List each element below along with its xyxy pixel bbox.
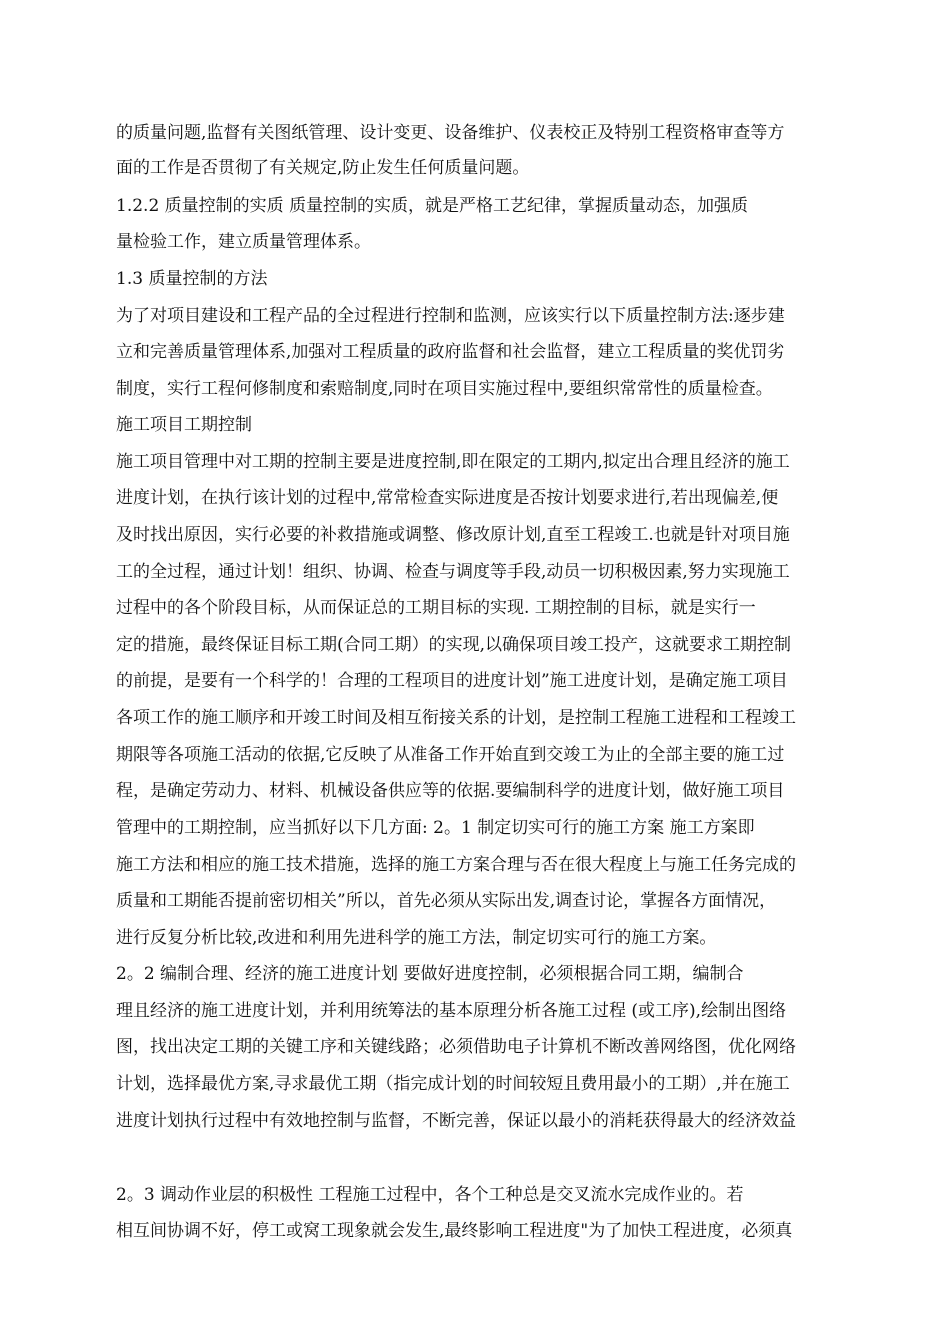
section-heading-2-2: 2。2 编制合理、经济的施工进度计划 要做好进度控制，必须根据合同工期，编制合 — [116, 964, 744, 984]
text-line: 过程中的各个阶段目标，从而保证总的工期目标的实现. 工期控制的目标，就是实行一 — [116, 598, 756, 618]
text-line: 施工项目管理中对工期的控制主要是进度控制,即在限定的工期内,拟定出合理且经济的施工 — [116, 452, 790, 472]
text-line: 施工方法和相应的施工技术措施，选择的施工方案合理与否在很大程度上与施工任务完成的 — [116, 855, 796, 875]
text-line: 定的措施，最终保证目标工期(合同工期）的实现,以确保项目竣工投产，这就要求工期控制 — [116, 635, 792, 655]
text-line: 计划，选择最优方案,寻求最优工期（指完成计划的时间较短且费用最小的工期）,并在施工 — [116, 1074, 790, 1094]
text-line: 质量和工期能否提前密切相关”所以，首先必须从实际出发,调查讨论，掌握各方面情况， — [116, 891, 777, 911]
text-line: 相互间协调不好，停工或窝工现象就会发生,最终影响工程进度"为了加快工程进度，必须真 — [116, 1221, 793, 1241]
section-heading-1-2-2: 1.2.2 质量控制的实质 质量控制的实质，就是严格工艺纪律，掌握质量动态，加强质 — [116, 196, 749, 216]
text-line: 理且经济的施工进度计划，并利用统筹法的基本原理分析各施工过程 (或工序),绘制出图络 — [116, 1001, 787, 1021]
text-line: 为了对项目建设和工程产品的全过程进行控制和监测，应该实行以下质量控制方法:逐步建 — [116, 306, 785, 326]
text-line: 制度，实行工程何修制度和索赔制度,同时在项目实施过程中,要组织常常性的质量检查。 — [116, 379, 773, 399]
text-line: 图，找出决定工期的关键工序和关键线路；必须借助电子计算机不断改善网络图，优化网络 — [116, 1037, 796, 1057]
text-line: 管理中的工期控制，应当抓好以下几方面: 2。1 制定切实可行的施工方案 施工方案即 — [116, 818, 755, 838]
text-line: 程，是确定劳动力、材料、机械设备供应等的依据.要编制科学的进度计划，做好施工项目 — [116, 781, 785, 801]
text-line: 的质量问题,监督有关图纸管理、设计变更、设备维护、仪表校正及特别工程资格审查等方 — [116, 123, 785, 143]
text-line: 量检验工作，建立质量管理体系。 — [116, 232, 371, 252]
text-line: 及时找出原因，实行必要的补救措施或调整、修改原计划,直至工程竣工.也就是针对项目施 — [116, 525, 790, 545]
text-line: 的前提，是要有一个科学的！合理的工程项目的进度计划”施工进度计划，是确定施工项目 — [116, 671, 788, 691]
text-line: 进度计划，在执行该计划的过程中,常常检查实际进度是否按计划要求进行,若出现偏差,便 — [116, 488, 779, 508]
text-line: 各项工作的施工顺序和开竣工时间及相互衔接关系的计划，是控制工程施工进程和工程竣工 — [116, 708, 796, 728]
text-line: 进行反复分析比较,改进和利用先进科学的施工方法，制定切实可行的施工方案。 — [116, 928, 717, 948]
text-line: 面的工作是否贯彻了有关规定,防止发生任何质量问题。 — [116, 158, 530, 178]
text-line: 工的全过程，通过计划！组织、协调、检查与调度等手段,动员一切积极因素,努力实现施工 — [116, 562, 790, 582]
section-heading-1-3: 1.3 质量控制的方法 — [116, 269, 268, 289]
text-line: 进度计划执行过程中有效地控制与监督，不断完善，保证以最小的消耗获得最大的经济效益 — [116, 1111, 796, 1131]
section-heading-2-3: 2。3 调动作业层的积极性 工程施工过程中，各个工种总是交叉流水完成作业的。若 — [116, 1185, 744, 1205]
text-line: 立和完善质量管理体系,加强对工程质量的政府监督和社会监督，建立工程质量的奖优罚劣 — [116, 342, 785, 362]
section-heading-schedule-control: 施工项目工期控制 — [116, 415, 252, 435]
text-line: 期限等各项施工活动的依据,它反映了从准备工作开始直到交竣工为止的全部主要的施工过 — [116, 745, 785, 765]
